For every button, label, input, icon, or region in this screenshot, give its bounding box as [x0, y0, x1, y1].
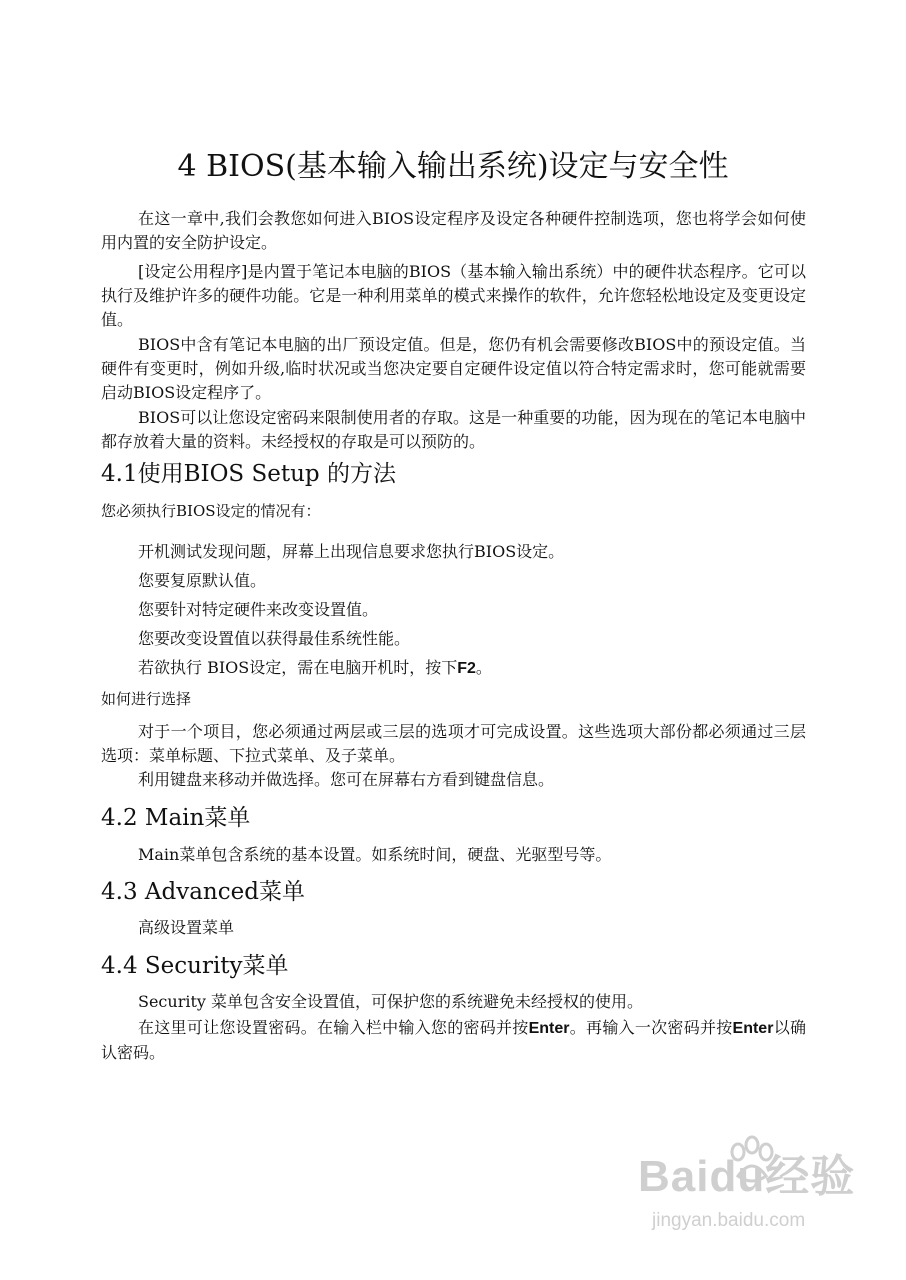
list-item-f2 — [138, 656, 806, 681]
f2-key: F2 — [457, 660, 476, 677]
section-4-4-text-2 — [101, 1016, 806, 1065]
f2-suffix: 。 — [475, 658, 492, 677]
list-item: 开机测试发现问题，屏幕上出现信息要求您执行BIOS设定。 — [138, 542, 565, 561]
enter-key-1: Enter — [528, 1020, 570, 1037]
enter-key-2: Enter — [732, 1020, 774, 1037]
password-text-a: 在这里可让您设置密码。在输入栏中输入您的密码并按 — [138, 1018, 529, 1037]
section-4-1-heading: 4.1使用BIOS Setup 的方法 — [101, 461, 396, 487]
password-text-b: 。再输入一次密码并按 — [569, 1018, 733, 1037]
list-item: 您要复原默认值。 — [138, 571, 267, 590]
select-heading: 如何进行选择 — [101, 690, 192, 708]
list-item: 您要改变设置值以获得最佳系统性能。 — [138, 629, 411, 648]
section-4-3-text: 高级设置菜单 — [138, 918, 235, 937]
password-text-c: 以确认密码。 — [101, 1018, 806, 1062]
f2-prefix: 若欲执行 BIOS设定，需在电脑开机时，按下 — [138, 658, 458, 677]
page-title: 4 BIOS(基本输入输出系统)设定与安全性 — [177, 149, 729, 185]
section-4-4-heading: 4.4 Security菜单 — [101, 953, 289, 979]
intro-paragraph-3: BIOS中含有笔记本电脑的出厂预设定值。但是，您仍有机会需要修改BIOS中的预设定值。当硬件有变更时，例如升级,临时状况或当您决定要自定硬件设定值以符合特定需求时，您可能就需要启动BIOS设定程序了。 — [101, 335, 806, 402]
section-4-2-heading: 4.2 Main菜单 — [101, 805, 251, 831]
select-paragraph-2: 利用键盘来移动并做选择。您可在屏幕右方看到键盘信息。 — [138, 770, 555, 789]
section-4-2-text: Main菜单包含系统的基本设置。如系统时间，硬盘、光驱型号等。 — [138, 845, 612, 864]
intro-paragraph-1: 在这一章中,我们会教您如何进入BIOS设定程序及设定各种硬件控制选项，您也将学会如何使用内置的安全防护设定。 — [101, 209, 806, 252]
select-paragraph-1: 对于一个项目，您必须通过两层或三层的选项才可完成设置。这些选项大部份都必须通过三层选项：菜单标题、下拉式菜单、及子菜单。 — [101, 722, 806, 765]
intro-paragraph-4: BIOS可以让您设定密码来限制使用者的存取。这是一种重要的功能，因为现在的笔记本电脑中都存放着大量的资料。未经授权的存取是可以预防的。 — [101, 408, 806, 451]
section-4-1-subheading: 您必须执行BIOS设定的情况有： — [101, 502, 321, 520]
section-4-4-text-1: Security 菜单包含安全设置值，可保护您的系统避免未经授权的使用。 — [138, 992, 644, 1011]
section-4-3-heading: 4.3 Advanced菜单 — [101, 879, 305, 905]
baidu-watermark — [638, 1140, 878, 1260]
list-item: 您要针对特定硬件来改变设置值。 — [138, 600, 379, 619]
watermark-url: jingyan.baidu.com — [652, 1210, 806, 1231]
watermark-logo-text: Baidu经验 — [638, 1152, 856, 1201]
intro-paragraph-2: [设定公用程序]是内置于笔记本电脑的BIOS（基本输入输出系统）中的硬件状态程序。它可以执行及维护许多的硬件功能。它是一种利用菜单的模式来操作的软件，允许您轻松地设定及变更设定值。 — [101, 262, 806, 329]
